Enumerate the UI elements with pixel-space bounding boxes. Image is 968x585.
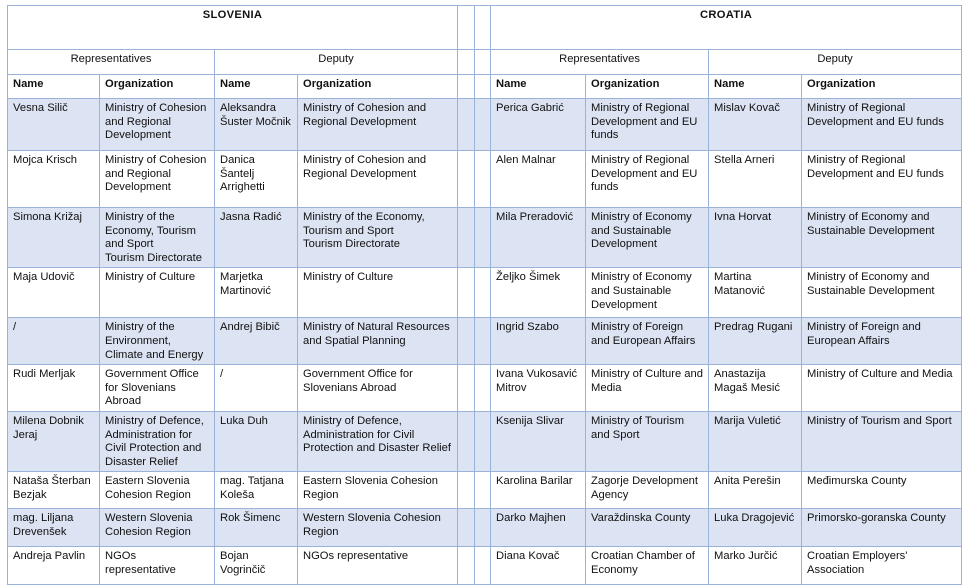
croatia-rep-organization-header: Organization: [586, 75, 709, 99]
row-gap-col-1: [458, 547, 475, 585]
slovenia-dep-org-cell: Western Slovenia Cohesion Region: [298, 509, 458, 547]
slovenia-dep-name-cell: Marjetka Martinović: [215, 268, 298, 318]
row-gap-col-1: [458, 509, 475, 547]
slovenia-rep-name-cell: Vesna Silič: [8, 99, 100, 151]
croatia-rep-name-cell: Darko Majhen: [491, 509, 586, 547]
group-gap-col-1: [458, 50, 475, 75]
title-gap-col-2: [475, 6, 491, 50]
row-gap-col-1: [458, 318, 475, 365]
croatia-dep-org-cell: Međimurska County: [802, 472, 962, 509]
row-gap-col-2: [475, 318, 491, 365]
croatia-rep-name-cell: Mila Preradović: [491, 208, 586, 268]
croatia-dep-name-cell: Anastazija Magaš Mesić: [709, 365, 802, 412]
slovenia-rep-org-cell: NGOs representative: [100, 547, 215, 585]
croatia-rep-name-cell: Ivana Vukosavić Mitrov: [491, 365, 586, 412]
slovenia-rep-name-header: Name: [8, 75, 100, 99]
slovenia-dep-org-cell: Ministry of Defence, Administration for Civil Protection and Disaster Relief: [298, 411, 458, 471]
slovenia-dep-name-cell: Andrej Bibič: [215, 318, 298, 365]
row-gap-col-2: [475, 99, 491, 151]
croatia-dep-name-cell: Mislav Kovač: [709, 99, 802, 151]
table-row: [8, 547, 962, 585]
column-header-row: [8, 75, 962, 99]
croatia-rep-org-cell: Ministry of Foreign and European Affairs: [586, 318, 709, 365]
row-gap-col-1: [458, 208, 475, 268]
croatia-dep-name-cell: Anita Perešin: [709, 472, 802, 509]
croatia-rep-name-header: Name: [491, 75, 586, 99]
croatia-representatives-group-header: Representatives: [491, 50, 709, 75]
slovenia-dep-name-cell: Jasna Radić: [215, 208, 298, 268]
row-gap-col-2: [475, 547, 491, 585]
slovenia-dep-name-cell: Bojan Vogrinčič: [215, 547, 298, 585]
croatia-dep-name-cell: Luka Dragojević: [709, 509, 802, 547]
croatia-rep-name-cell: Ingrid Szabo: [491, 318, 586, 365]
croatia-dep-organization-header: Organization: [802, 75, 962, 99]
table-row: [8, 151, 962, 208]
table-row: [8, 509, 962, 547]
slovenia-dep-org-cell: Eastern Slovenia Cohesion Region: [298, 472, 458, 509]
row-gap-col-2: [475, 509, 491, 547]
slovenia-dep-org-cell: Ministry of Natural Resources and Spatial Planning: [298, 318, 458, 365]
slovenia-dep-name-header: Name: [215, 75, 298, 99]
croatia-dep-name-cell: Martina Matanović: [709, 268, 802, 318]
croatia-deputy-group-header: Deputy: [709, 50, 962, 75]
croatia-dep-org-cell: Ministry of Culture and Media: [802, 365, 962, 412]
croatia-dep-org-cell: Ministry of Economy and Sustainable Development: [802, 268, 962, 318]
croatia-dep-org-cell: Ministry of Economy and Sustainable Development: [802, 208, 962, 268]
croatia-rep-name-cell: Karolina Barilar: [491, 472, 586, 509]
slovenia-dep-org-cell: Ministry of Cohesion and Regional Development: [298, 99, 458, 151]
row-gap-col-2: [475, 411, 491, 471]
slovenia-rep-org-cell: Ministry of Culture: [100, 268, 215, 318]
slovenia-dep-organization-header: Organization: [298, 75, 458, 99]
croatia-title: CROATIA: [491, 6, 962, 50]
slovenia-rep-name-cell: mag. Liljana Drevenšek: [8, 509, 100, 547]
croatia-dep-org-cell: Primorsko-goranska County: [802, 509, 962, 547]
slovenia-rep-name-cell: Milena Dobnik Jeraj: [8, 411, 100, 471]
table-row: [8, 99, 962, 151]
slovenia-title: SLOVENIA: [8, 6, 458, 50]
croatia-rep-org-cell: Ministry of Economy and Sustainable Development: [586, 268, 709, 318]
slovenia-dep-org-cell: Ministry of the Economy, Tourism and Sport Tourism Directorate: [298, 208, 458, 268]
croatia-dep-name-header: Name: [709, 75, 802, 99]
slovenia-rep-name-cell: Simona Križaj: [8, 208, 100, 268]
slovenia-dep-org-cell: NGOs representative: [298, 547, 458, 585]
croatia-dep-org-cell: Ministry of Regional Development and EU funds: [802, 99, 962, 151]
committee-members-table: [7, 5, 962, 585]
row-gap-col-1: [458, 268, 475, 318]
croatia-rep-org-cell: Ministry of Culture and Media: [586, 365, 709, 412]
croatia-dep-org-cell: Croatian Employers' Association: [802, 547, 962, 585]
slovenia-rep-org-cell: Ministry of Cohesion and Regional Development: [100, 151, 215, 208]
croatia-rep-org-cell: Ministry of Tourism and Sport: [586, 411, 709, 471]
croatia-rep-name-cell: Željko Šimek: [491, 268, 586, 318]
slovenia-dep-name-cell: Aleksandra Šuster Močnik: [215, 99, 298, 151]
row-gap-col-2: [475, 365, 491, 412]
row-gap-col-1: [458, 472, 475, 509]
slovenia-rep-org-cell: Ministry of Cohesion and Regional Development: [100, 99, 215, 151]
croatia-dep-org-cell: Ministry of Regional Development and EU funds: [802, 151, 962, 208]
croatia-dep-name-cell: Stella Arneri: [709, 151, 802, 208]
slovenia-dep-name-cell: Luka Duh: [215, 411, 298, 471]
row-gap-col-2: [475, 472, 491, 509]
slovenia-rep-org-cell: Western Slovenia Cohesion Region: [100, 509, 215, 547]
slovenia-rep-organization-header: Organization: [100, 75, 215, 99]
row-gap-col-2: [475, 151, 491, 208]
row-gap-col-1: [458, 365, 475, 412]
group-gap-col-2: [475, 50, 491, 75]
slovenia-dep-name-cell: Danica Šantelj Arrighetti: [215, 151, 298, 208]
croatia-rep-org-cell: Ministry of Regional Development and EU funds: [586, 151, 709, 208]
row-gap-col-1: [458, 99, 475, 151]
croatia-dep-name-cell: Ivna Horvat: [709, 208, 802, 268]
slovenia-rep-org-cell: Ministry of the Economy, Tourism and Sport Tourism Directorate: [100, 208, 215, 268]
slovenia-dep-name-cell: Rok Šimenc: [215, 509, 298, 547]
title-gap-col-1: [458, 6, 475, 50]
slovenia-dep-org-cell: Ministry of Culture: [298, 268, 458, 318]
croatia-rep-name-cell: Ksenija Slivar: [491, 411, 586, 471]
row-gap-col-1: [458, 151, 475, 208]
table-row: [8, 268, 962, 318]
table-row: [8, 318, 962, 365]
table-row: [8, 411, 962, 471]
group-header-row: [8, 50, 962, 75]
croatia-rep-org-cell: Zagorje Development Agency: [586, 472, 709, 509]
slovenia-rep-name-cell: Nataša Šterban Bezjak: [8, 472, 100, 509]
table-row: [8, 472, 962, 509]
croatia-rep-name-cell: Perica Gabrić: [491, 99, 586, 151]
slovenia-rep-name-cell: Rudi Merljak: [8, 365, 100, 412]
croatia-rep-org-cell: Ministry of Economy and Sustainable Development: [586, 208, 709, 268]
table-row: [8, 208, 962, 268]
croatia-dep-org-cell: Ministry of Foreign and European Affairs: [802, 318, 962, 365]
croatia-rep-org-cell: Ministry of Regional Development and EU funds: [586, 99, 709, 151]
slovenia-rep-org-cell: Ministry of the Environment, Climate and Energy: [100, 318, 215, 365]
croatia-rep-name-cell: Diana Kovač: [491, 547, 586, 585]
row-gap-col-1: [458, 411, 475, 471]
table-body: [8, 6, 962, 585]
croatia-dep-name-cell: Marko Jurčić: [709, 547, 802, 585]
slovenia-rep-org-cell: Eastern Slovenia Cohesion Region: [100, 472, 215, 509]
slovenia-dep-name-cell: /: [215, 365, 298, 412]
croatia-dep-org-cell: Ministry of Tourism and Sport: [802, 411, 962, 471]
croatia-dep-name-cell: Marija Vuletić: [709, 411, 802, 471]
slovenia-rep-name-cell: Andreja Pavlin: [8, 547, 100, 585]
croatia-rep-name-cell: Alen Malnar: [491, 151, 586, 208]
subheader-gap-col-1: [458, 75, 475, 99]
slovenia-rep-name-cell: Maja Udovič: [8, 268, 100, 318]
slovenia-dep-name-cell: mag. Tatjana Koleša: [215, 472, 298, 509]
croatia-rep-org-cell: Croatian Chamber of Economy: [586, 547, 709, 585]
slovenia-dep-org-cell: Government Office for Slovenians Abroad: [298, 365, 458, 412]
slovenia-deputy-group-header: Deputy: [215, 50, 458, 75]
subheader-gap-col-2: [475, 75, 491, 99]
slovenia-representatives-group-header: Representatives: [8, 50, 215, 75]
slovenia-rep-org-cell: Ministry of Defence, Administration for Civil Protection and Disaster Relief: [100, 411, 215, 471]
row-gap-col-2: [475, 268, 491, 318]
croatia-rep-org-cell: Varaždinska County: [586, 509, 709, 547]
slovenia-rep-name-cell: /: [8, 318, 100, 365]
title-row: [8, 6, 962, 50]
croatia-dep-name-cell: Predrag Rugani: [709, 318, 802, 365]
slovenia-rep-org-cell: Government Office for Slovenians Abroad: [100, 365, 215, 412]
slovenia-dep-org-cell: Ministry of Cohesion and Regional Development: [298, 151, 458, 208]
table-row: [8, 365, 962, 412]
row-gap-col-2: [475, 208, 491, 268]
slovenia-rep-name-cell: Mojca Krisch: [8, 151, 100, 208]
